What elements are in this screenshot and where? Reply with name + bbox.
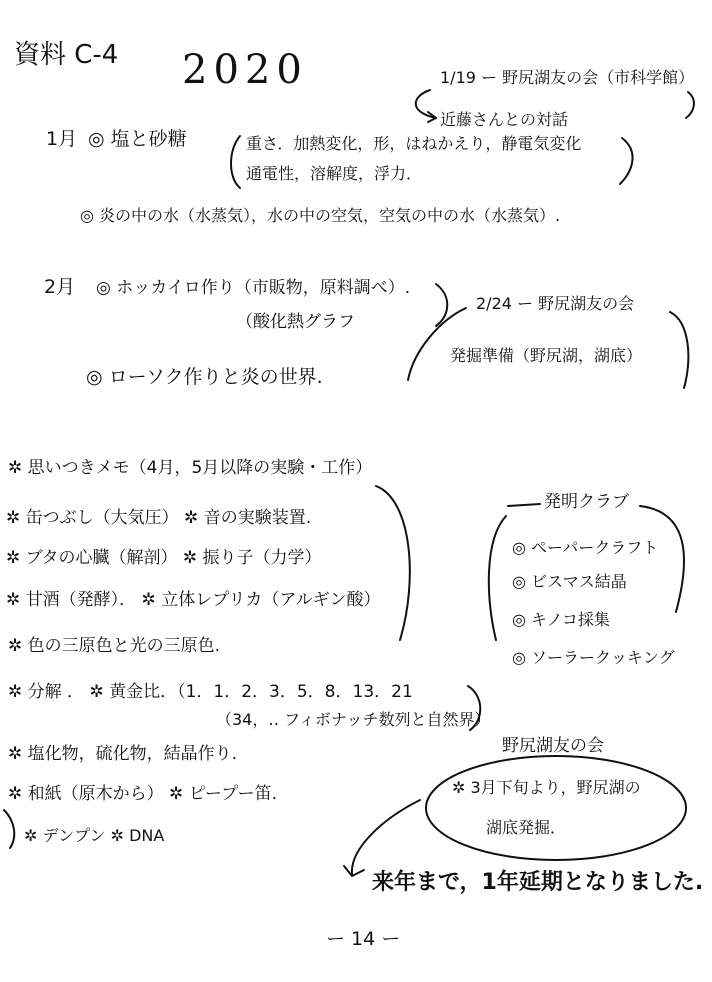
idea-item: ✲ 缶つぶし（大気圧） ✲ 音の実験装置.: [6, 508, 312, 528]
idea-item: ✲ ブタの心臓（解剖） ✲ 振り子（力学）: [6, 548, 322, 568]
jan-event-note: 1/19 ー 野尻湖友の会（市科学館）: [440, 68, 695, 87]
ideas-bracket: [376, 486, 410, 640]
idea-item: ✲ 和紙（原木から） ✲ ピープー笛.: [8, 784, 278, 804]
conclusion-arrow: [352, 800, 420, 874]
feb-event-note: 2/24 ー 野尻湖友の会: [476, 294, 635, 313]
idea-item: ✲ 色の三原色と光の三原色.: [8, 636, 221, 656]
jan-event-arrow: [416, 90, 436, 118]
invention-club-item: ◎ ソーラークッキング: [512, 648, 675, 667]
idea-item: ✲ 甘酒（発酵）． ✲ 立体レプリカ（アルギン酸）: [6, 590, 381, 610]
nojiri-club-line1: ✲ 3月下旬より，野尻湖の: [452, 778, 641, 797]
january-item-1: ◎ 塩と砂糖: [88, 128, 187, 150]
nojiri-club-title: 野尻湖友の会: [502, 736, 604, 756]
invention-club-title: 発明クラブ: [544, 492, 629, 512]
january-item-1-detail-line1: 重さ．加熱変化，形，はねかえり，静電気変化: [246, 134, 582, 153]
idea-item: ✲ 分解 ． ✲ 黄金比．（1．1．2．3．5．8．13．21: [8, 682, 413, 702]
invention-club-item: ◎ ペーパークラフト: [512, 538, 659, 557]
ideas-heading: ✲ 思いつきメモ（4月，5月以降の実験・工作）: [8, 458, 373, 478]
idea-item: ✲ 塩化物，硫化物，結晶作り.: [8, 744, 238, 764]
jan-event-sub-note: 近藤さんとの対話: [440, 110, 569, 129]
february-item-2: ◎ ローソク作りと炎の世界.: [86, 366, 323, 388]
page-number: ー 14 ー: [326, 928, 401, 950]
idea-item-continuation: （34，‥ フィボナッチ数列と自然界）: [216, 710, 491, 729]
february-label: 2月: [44, 276, 76, 298]
january-item-1-detail-line2: 通電性，溶解度，浮力．: [246, 164, 423, 183]
february-item-1: ◎ ホッカイロ作り（市販物，原料調べ）.: [96, 278, 411, 298]
feb-event-sub-note: 発掘準備（野尻湖，湖底）: [450, 346, 643, 365]
nojiri-club-line2: 湖底発掘．: [486, 818, 567, 837]
nojiri-conclusion: 来年まで，1年延期となりました.: [372, 870, 704, 895]
idea-item: ✲ デンプン ✲ DNA: [24, 826, 165, 845]
jan-detail-bracket: [231, 136, 240, 188]
document-year: 2020: [182, 47, 308, 93]
document-title: 資料 C-4: [14, 40, 119, 70]
club-bracket: [489, 516, 506, 640]
nojiri-oval: [426, 756, 686, 860]
feb-event-curve: [408, 308, 466, 380]
january-label: 1月: [46, 128, 78, 150]
invention-club-item: ◎ ビスマス結晶: [512, 572, 627, 591]
invention-club-item: ◎ キノコ採集: [512, 610, 610, 629]
january-item-2: ◎ 炎の中の水（水蒸気），水の中の空気，空気の中の水（水蒸気）.: [80, 206, 561, 225]
february-item-1-sub: （酸化熱グラフ: [236, 312, 355, 332]
